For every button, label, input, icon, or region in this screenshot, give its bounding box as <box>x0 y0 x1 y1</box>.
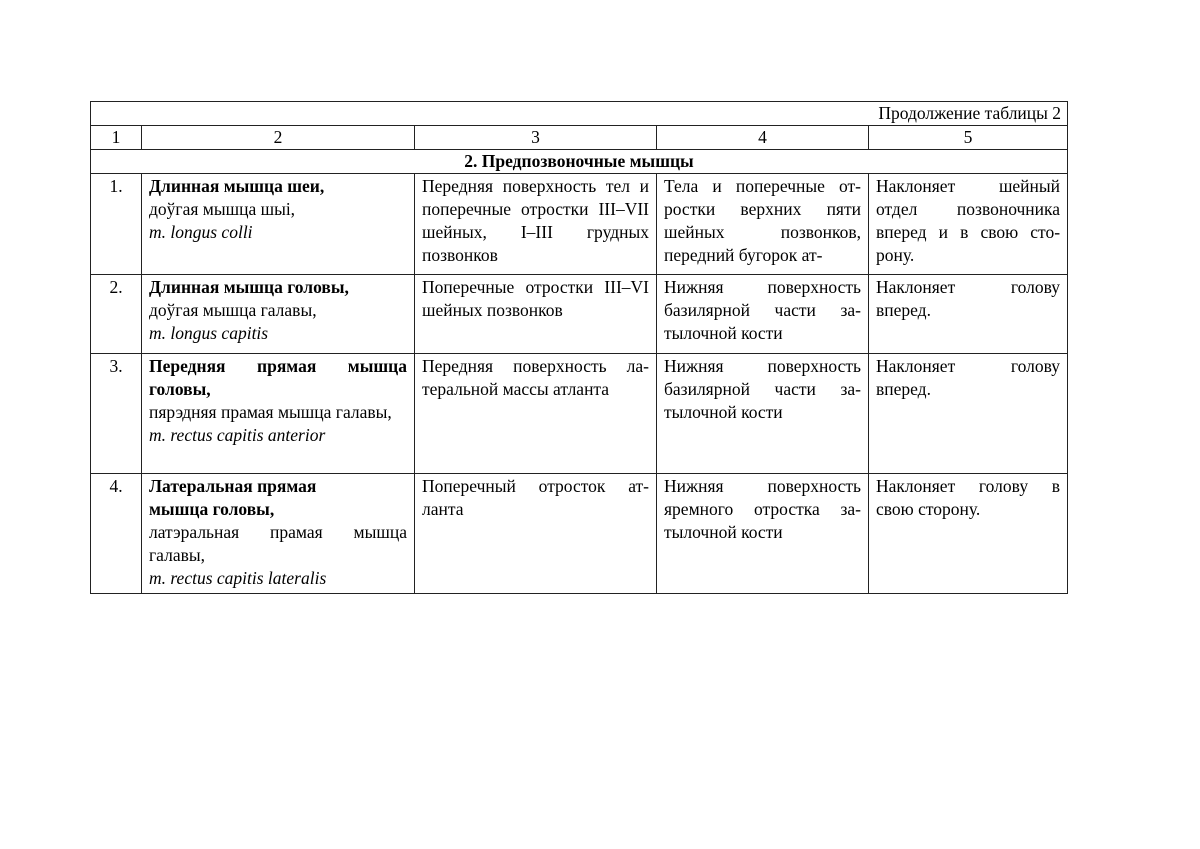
muscle-name-cell <box>142 354 415 474</box>
column-number-5: 5 <box>869 126 1068 150</box>
origin-cell: Передняя поверхность ла-теральной массы атланта <box>415 354 657 474</box>
column-number-1: 1 <box>91 126 142 150</box>
table-row <box>91 354 1068 474</box>
muscle-name-ru: Длинная мышца головы, <box>149 277 349 297</box>
muscle-name-cell <box>142 174 415 275</box>
muscle-name-latin: m. rectus capitis lateralis <box>149 568 327 588</box>
muscles-table <box>90 101 1068 594</box>
muscle-name-ru: Передняя прямая мышца головы, <box>149 356 407 399</box>
function-cell: Наклоняет голову в свою сторону. <box>869 474 1068 594</box>
row-number: 2. <box>91 275 142 354</box>
table-row <box>91 474 1068 594</box>
insertion-cell: Нижняя поверхность яремного отростка за-тылочной кости <box>657 474 869 594</box>
muscle-name-by: латэральная прамая мышца галавы, <box>149 522 407 565</box>
muscle-name-ru: Длинная мышца шеи, <box>149 176 325 196</box>
insertion-cell: Тела и поперечные от-ростки верхних пяти шейных позвонков, передний бугорок ат- <box>657 174 869 275</box>
table-row <box>91 275 1068 354</box>
column-number-3: 3 <box>415 126 657 150</box>
origin-cell: Поперечный отросток ат-ланта <box>415 474 657 594</box>
function-cell: Наклоняет шейный отдел позвоночника вперед и в свою сто-рону. <box>869 174 1068 275</box>
row-number: 3. <box>91 354 142 474</box>
column-number-row <box>91 126 1068 150</box>
origin-cell: Поперечные отростки III–VI шейных позвонков <box>415 275 657 354</box>
muscle-name-by: пярэдняя прамая мышца галавы, <box>149 402 392 422</box>
origin-cell: Передняя поверхность тел и поперечные отростки III–VII шейных, I–III грудных позвонков <box>415 174 657 275</box>
section-row <box>91 150 1068 174</box>
muscle-name-by: доўгая мышца шыі, <box>149 199 296 219</box>
muscle-name-latin: m. longus capitis <box>149 323 269 343</box>
table-row <box>91 174 1068 275</box>
insertion-cell: Нижняя поверхность базилярной части за-тылочной кости <box>657 354 869 474</box>
row-number: 1. <box>91 174 142 275</box>
muscle-name-latin: m. longus colli <box>149 222 253 242</box>
muscle-name-cell <box>142 275 415 354</box>
section-title: 2. Предпозвоночные мышцы <box>91 150 1068 174</box>
muscle-name-by: доўгая мышца галавы, <box>149 300 317 320</box>
muscle-name-cell <box>142 474 415 594</box>
continuation-label: Продолжение таблицы 2 <box>91 102 1068 126</box>
function-cell: Наклоняет голову вперед. <box>869 354 1068 474</box>
continuation-row <box>91 102 1068 126</box>
insertion-cell: Нижняя поверхность базилярной части за-тылочной кости <box>657 275 869 354</box>
column-number-4: 4 <box>657 126 869 150</box>
column-number-2: 2 <box>142 126 415 150</box>
muscle-name-ru: Латеральная прямая мышца головы, <box>149 476 317 519</box>
muscle-name-latin: m. rectus capitis anterior <box>149 425 326 445</box>
function-cell: Наклоняет голову вперед. <box>869 275 1068 354</box>
row-number: 4. <box>91 474 142 594</box>
